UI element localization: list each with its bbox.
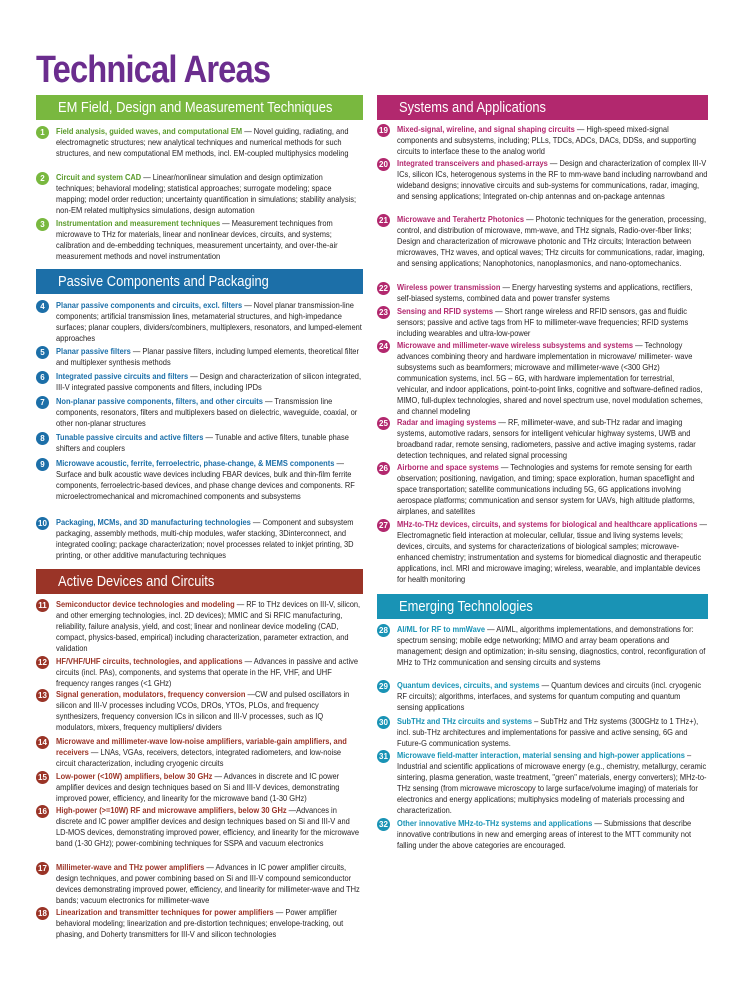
topic-item [36,907,363,940]
topic-desc: – Industrial and scientific applications of microwave energy (e.g., chemistry, metallurgy, ceramic sintering, plasma generation, waste treatment, "green" materials, energy converters); MHz-to-THz sensing (from microwave microscopy to large surface/volume imaging) of materials for electronics and energy applications; multiphysics modeling of materials processing and characterization. [397,750,707,815]
topic-name: Semiconductor device technologies and modeling [56,599,235,609]
topic-item [36,300,363,344]
topic-item [377,282,708,304]
topic-desc: — Linear/nonlinear simulation and design optimization techniques; behavioral modeling; statistical approaches; surrogate modeling; space mapping; model order reduction; uncertainty quantification in simulations; stability analysis; non-EM related multiphysics simulations, design automation [56,172,357,215]
topic-item [36,862,363,906]
topic-desc: — Quantum devices and circuits (incl. cryogenic RF circuits); algorithms, interfaces, and systems for quantum computing and quantum sensing applications [397,680,702,712]
topic-desc: — RF, millimeter-wave, and sub-THz radar and imaging systems, automotive radars, sensors for intelligent vehicular highway systems, UWB and broadband radar, remote sensing, radiometers, passive and active imaging systems, radar detection techniques, and related signal processing [397,417,696,460]
topic-desc: —Advances in discrete and IC power amplifier devices and design techniques based on Si and III-V and LD-MOS devices, demonstrating improved power, efficiency, and linearity for the microwave band (1-30 GHz); power-combining techniques for SSPA and vacuum electronics [56,805,360,848]
topic-item [377,306,708,339]
topic-number: 30 [377,716,390,729]
topic-number: 1 [36,126,49,139]
section-active-title: Active Devices and Circuits [58,573,215,590]
topic-name: Linearization and transmitter techniques for power amplifiers [56,907,274,917]
topic-number: 8 [36,432,49,445]
section-emerging-list [377,624,708,854]
section-emerging-title: Emerging Technologies [399,598,533,615]
page-title: Technical Areas [36,49,271,91]
topic-name: HF/VHF/UHF circuits, technologies, and applications [56,656,243,666]
topic-item [36,371,363,393]
topic-desc: —CW and pulsed oscillators in silicon and III-V processes including VCOs, DROs, YTOs, PLOs, and frequency synthesizers, frequency conversion ICs in silicon and III-V processes, such as IQ modulators, mixers, frequency multipliers/ dividers [56,689,350,732]
topic-item [36,599,363,654]
topic-item [377,818,708,851]
section-systems-header [377,95,708,120]
topic-item [36,218,363,262]
topic-item [377,417,708,461]
topic-desc: — Design and characterization of silicon integrated, III-V integrated passive components and filters, including IPDs [56,371,362,392]
topic-number: 17 [36,862,49,875]
topic-desc: — High-speed mixed-signal components and subsystems, including; PLLs, TDCs, ADCs, DACs, DDSs, and supporting circuits to interface these to the analog world [397,124,697,156]
topic-name: AI/ML for RF to mmWave [397,624,486,634]
topic-name: Microwave field-matter interaction, material sensing and high-power applications [397,750,685,760]
topic-name: Mixed-signal, wireline, and signal shaping circuits [397,124,575,134]
topic-number: 18 [36,907,49,920]
topic-number: 26 [377,462,390,475]
topic-item [377,158,708,202]
topic-name: Non-planar passive components, filters, and other circuits [56,396,263,406]
topic-desc: — Technology advances combining theory and hardware implementation in microwave/ millimeter- wave subsystems such as beamformers; microwave and millimeter-wave (<300 GHz) communication systems, incl. 5G – 6G, with hardware implementation for terrestrial, vehicular, and indoor applications, point-to-point links, cognitive and software-defined radios, MIMO, full-duplex technologies, shared and novel spectrum use, novel modulation schemes, and channel modeling [397,340,703,416]
topic-desc: — Design and characterization of complex III-V ICs, silicon ICs, heterogenous systems in the RF to mm-wave band including narrowband and wideband designs; innovative circuits and sub-systems for communications, radar, imaging, and sensing applications; Integrated on-chip antennas and on-package antennas [397,158,708,201]
topic-name: Wireless power transmission [397,282,501,292]
topic-number: 10 [36,517,49,530]
topic-desc: — Advances in IC power amplifier circuits, design techniques, and power combining based on Si and III-V compound semiconductor devices demonstrating improved power, efficiency, and linearity for millimeter-wave and THz bands; vacuum electronics for millimeter-wave [56,862,360,905]
topic-name: Signal generation, modulators, frequency conversion [56,689,246,699]
topic-name: Field analysis, guided waves, and computational EM [56,126,243,136]
topic-desc: — Electromagnetic field interaction at molecular, cellular, tissue and living systems levels; devices, circuits, and systems for characterizations of biological samples; microwave-enhanced chemistry; instrumentation and systems for biomedical diagnostic and therapeutic applications, incl. MRI and microwave imaging; wireless, wearable, and implantable devices for health monitoring [397,519,707,584]
topic-desc: — Short range wireless and RFID sensors, gas and fluidic sensors; passive and active tags from HF to millimeter-wave frequencies; RFID systems including wearables and ultra-low-power [397,306,689,338]
topic-number: 19 [377,124,390,137]
topic-number: 6 [36,371,49,384]
topic-name: Planar passive components and circuits, excl. filters [56,300,243,310]
topic-name: Other innovative MHz-to-THz systems and applications [397,818,593,828]
topic-name: Microwave and millimeter-wave low-noise amplifiers, variable-gain amplifiers, and receivers [56,736,347,757]
topic-desc: — Advances in discrete and IC power amplifier devices and design techniques based on Si and III-V devices, demonstrating improved power, efficiency, and linearity for the microwave band (1-30 GHz) [56,771,340,803]
topic-name: Instrumentation and measurement techniques [56,218,221,228]
topic-item [36,656,363,689]
topic-name: Microwave and millimeter-wave wireless subsystems and systems [397,340,634,350]
topic-number: 21 [377,214,390,227]
topic-number: 31 [377,750,390,763]
topic-name: Microwave and Terahertz Photonics [397,214,524,224]
topic-number: 27 [377,519,390,532]
topic-number: 22 [377,282,390,295]
topic-item [377,716,708,749]
topic-item [377,462,708,517]
topic-number: 32 [377,818,390,831]
topic-name: Integrated passive circuits and filters [56,371,189,381]
topic-desc: — RF to THz devices on III-V, silicon, and other emerging technologies, incl. 2D devices); MMIC and Si RFIC manufacturing, reliability, failure analysis, yield, and cost; linear and nonlinear device modeling (CAD, compact, physics-based, empirical) including characterization, parameter extraction, and validation [56,599,361,653]
topic-desc: — Novel guiding, radiating, and electromagnetic structures; new analytical techniques and numerical methods for such structures, and new computational EM methods, incl. EM-coupled multiphysics modeling [56,126,349,158]
topic-item [36,771,363,804]
section-em-title: EM Field, Design and Measurement Techniques [58,99,333,116]
topic-item [36,689,363,733]
topic-name: Planar passive filters [56,346,131,356]
topic-item [377,519,708,585]
topic-desc: — Measurement techniques from microwave to THz for materials, linear and nonlinear devices, circuits, and systems; calibration and de-embedding techniques, measurement uncertainty, and over-the-air measurement methods and novel instrumentation [56,218,338,261]
section-systems-title: Systems and Applications [399,99,547,116]
topic-name: Tunable passive circuits and active filters [56,432,204,442]
topic-desc: — Photonic techniques for the generation, processing, control, and distribution of microwave, mm-wave, and THz signals, Radio-over-fiber links; Design and characterization of microwave photonic and THz circuits; Interaction between microwaves, THz waves, and optical waves; THz circuits for communications, radar, imaging, and sensing applications; Nanophotonics, nanoplasmonics, and nano-optomechanics. [397,214,707,268]
topic-item [377,214,708,269]
topic-item [36,736,363,769]
section-emerging-header [377,594,708,619]
topic-number: 9 [36,458,49,471]
section-em-list [36,126,363,264]
topic-name: SubTHz and THz circuits and systems [397,716,533,726]
topic-name: MHz-to-THz devices, circuits, and systems for biological and healthcare applications [397,519,698,529]
topic-number: 25 [377,417,390,430]
topic-item [36,172,363,216]
topic-desc: — LNAs, VGAs, receivers, detectors, integrated radiometers, and low-noise circuit characterization, including cryogenic circuits [56,747,342,768]
topic-name: Packaging, MCMs, and 3D manufacturing technologies [56,517,251,527]
topic-item [36,432,363,454]
topic-desc: — Component and subsystem packaging, assembly methods, multi-chip modules, wafer stacking, 3Dinterconnect, and integrated cooling; package characterization; novel processes related to inkjet printing, 3D printing, or other additive manufacturing techniques [56,517,354,560]
topic-desc: — Novel planar transmission-line components; artificial transmission lines, metamaterial structures, and high-impedance surfaces; planar couplers, dividers/combiners, multiplexers, resonators, and lumped-element approaches [56,300,362,343]
topic-item [36,346,363,368]
topic-name: Millimeter-wave and THz power amplifiers [56,862,205,872]
topic-number: 3 [36,218,49,231]
topic-number: 23 [377,306,390,319]
section-em-header [36,95,363,120]
topic-number: 29 [377,680,390,693]
topic-item [36,517,363,561]
topic-item [377,750,708,816]
topic-item [36,126,363,159]
topic-number: 24 [377,340,390,353]
topic-item [377,340,708,417]
topic-number: 16 [36,805,49,818]
section-systems-list [377,124,708,584]
topic-item [377,680,708,713]
topic-name: Microwave acoustic, ferrite, ferroelectric, phase-change, & MEMS components [56,458,335,468]
topic-number: 13 [36,689,49,702]
topic-name: High-power (>=10W) RF and microwave amplifiers, below 30 GHz [56,805,287,815]
topic-name: Low-power (<10W) amplifiers, below 30 GHz [56,771,213,781]
topic-item [377,124,708,157]
topic-number: 5 [36,346,49,359]
section-active-header [36,569,363,594]
topic-name: Circuit and system CAD [56,172,142,182]
topic-number: 2 [36,172,49,185]
topic-number: 7 [36,396,49,409]
topic-number: 12 [36,656,49,669]
topic-desc: —Surface and bulk acoustic wave devices including FBAR devices, bulk and thin-film ferrite components, ferroelectric-based devices, and phase change devices and components. RF microelectromechanical and micromachined components and subsystems [56,458,355,501]
topic-item [36,805,363,849]
topic-desc: — Power amplifier behavioral modeling; linearization and pre-distortion techniques; envelope-tracking, out phasing, and Doherty transmitters for III-V and silicon technologies [56,907,344,939]
topic-number: 20 [377,158,390,171]
topic-item [36,458,363,502]
topic-number: 28 [377,624,390,637]
topic-desc: — Advances in passive and active circuits (incl. PAs), components, and systems that operate in the HF, VHF, and UHF frequency ranges ranges (<1 GHz) [56,656,359,688]
topic-item [36,396,363,429]
topic-number: 15 [36,771,49,784]
section-passive-header [36,269,363,294]
topic-number: 14 [36,736,49,749]
topic-name: Quantum devices, circuits, and systems [397,680,540,690]
section-active-list [36,599,363,944]
topic-name: Integrated transceivers and phased-arrays [397,158,548,168]
topic-desc: — Planar passive filters, including lumped elements, theoretical filter and multiplexer synthesis methods [56,346,359,367]
topic-desc: — Transmission line components, resonators, filters and multiplexers based on dielectric, waveguide, coaxial, or other non-planar structures [56,396,358,428]
topic-name: Airborne and space systems [397,462,499,472]
topic-name: Radar and imaging systems [397,417,497,427]
topic-name: Sensing and RFID systems [397,306,493,316]
topic-number: 11 [36,599,49,612]
topic-desc: — Technologies and systems for remote sensing for earth observation; positioning, navigation, and timing; space exploration, human spaceflight and space transportation; satellite communications including 5G, 6G applications involving aerospace platforms; communication and sensor system for UAVs, high altitude platforms, airplanes, and satellites [397,462,695,516]
topic-desc: — AI/ML, algorithms implementations, and demonstrations for: spectrum sensing; mobile edge networking; MIMO and array beam operations and management; design and optimization; in-situ sensing, diagnostics, control, reconfiguration of MHz to THz communication and sensing circuits and systems [397,624,706,667]
topic-item [377,624,708,668]
section-passive-title: Passive Components and Packaging [58,273,269,290]
topic-number: 4 [36,300,49,313]
section-passive-list [36,300,363,565]
topic-desc: – SubTHz and THz systems (300GHz to 1 THz+), incl. sub-THz architectures and implementations for passive and active sensing, 6G and Future-G communication systems. [397,716,699,748]
topic-desc: — Submissions that describe innovative contributions in new and emerging areas of interest to the MTT community not falling under the above categories are encouraged. [397,818,692,850]
topic-desc: — Energy harvesting systems and applications, rectifiers, self-biased systems, combined data and power transfer systems [397,282,693,303]
topic-desc: — Tunable and active filters, tunable phase shifters and couplers [56,432,349,453]
